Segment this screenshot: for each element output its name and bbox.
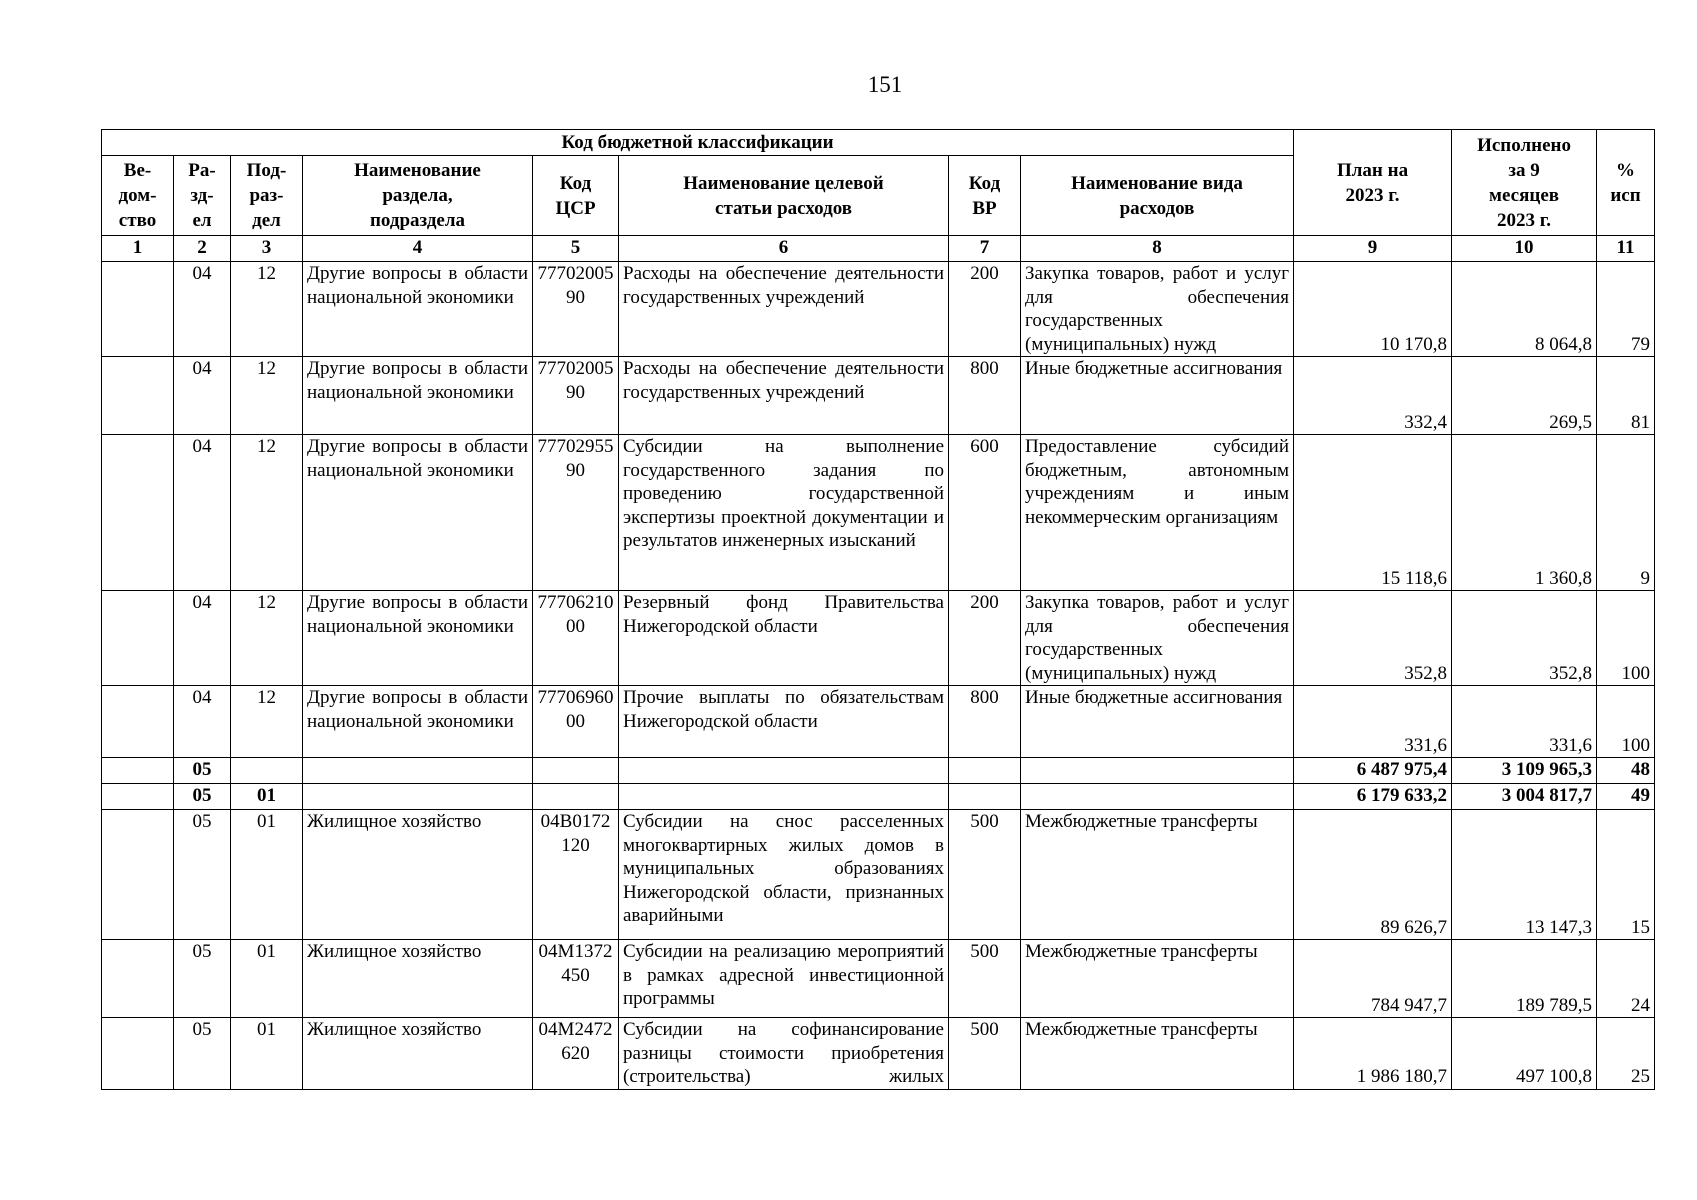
column-number: 11 bbox=[1597, 236, 1655, 262]
cell-ved bbox=[102, 1018, 174, 1090]
header-ispolneno: Исполнено за 9 месяцев 2023 г. bbox=[1452, 130, 1597, 236]
cell-naim-razdela: Жилищное хозяйство bbox=[303, 940, 533, 1018]
cell-naim-statyi: Прочие выплаты по обязательствам Нижегородской области bbox=[619, 686, 949, 758]
cell-kod-vr: 500 bbox=[949, 1018, 1021, 1090]
cell-kod-vr: 600 bbox=[949, 435, 1021, 591]
cell-naim-razdela: Другие вопросы в области национальной экономики bbox=[303, 262, 533, 357]
cell-pct: 100 bbox=[1597, 686, 1655, 758]
cell-plan: 331,6 bbox=[1294, 686, 1452, 758]
cell-kod-csr: 04М2472620 bbox=[533, 1018, 619, 1090]
header-vedomstvo: Ве- дом- ство bbox=[102, 156, 174, 236]
cell-naim-razdela: Другие вопросы в области национальной экономики bbox=[303, 686, 533, 758]
cell-naim-vida: Межбюджетные трансферты bbox=[1021, 940, 1294, 1018]
cell-pct: 79 bbox=[1597, 262, 1655, 357]
cell-podrazdel: 12 bbox=[231, 262, 303, 357]
table-row bbox=[102, 591, 1655, 686]
cell-kod-vr: 800 bbox=[949, 686, 1021, 758]
cell-plan: 6 487 975,4 bbox=[1294, 758, 1452, 784]
column-number: 1 bbox=[102, 236, 174, 262]
cell-podrazdel: 01 bbox=[231, 810, 303, 940]
cell-naim-vida: Межбюджетные трансферты bbox=[1021, 810, 1294, 940]
cell-razdel: 04 bbox=[174, 686, 231, 758]
column-number: 9 bbox=[1294, 236, 1452, 262]
header-group-title: Код бюджетной классификации bbox=[102, 130, 1294, 156]
subtotal-row-0501 bbox=[102, 784, 1655, 810]
cell-podrazdel: 12 bbox=[231, 435, 303, 591]
cell-naim-statyi: Субсидии на софинансирование разницы стоимости приобретения (строительства) жилых bbox=[619, 1018, 949, 1090]
table-row bbox=[102, 435, 1655, 591]
column-numbers-row bbox=[102, 236, 1655, 262]
cell-kod-vr: 200 bbox=[949, 591, 1021, 686]
page-number: 151 bbox=[867, 72, 903, 97]
cell-podrazdel: 01 bbox=[231, 940, 303, 1018]
cell-naim-statyi: Субсидии на снос расселенных многоквартирных жилых домов в муниципальных образованиях Нижегородской области, признанных аварийными bbox=[619, 810, 949, 940]
cell-ispolneno: 3 004 817,7 bbox=[1452, 784, 1597, 810]
cell-naim-statyi: Субсидии на выполнение государственного задания по проведению государственной экспертизы проектной документации и результатов инженерных изысканий bbox=[619, 435, 949, 591]
cell-plan: 89 626,7 bbox=[1294, 810, 1452, 940]
cell-pct: 48 bbox=[1597, 758, 1655, 784]
header-naim-vida: Наименование вида расходов bbox=[1021, 156, 1294, 236]
cell-plan: 15 118,6 bbox=[1294, 435, 1452, 591]
cell-razdel: 04 bbox=[174, 435, 231, 591]
cell-naim-vida: Закупка товаров, работ и услуг для обеспечения государственных (муниципальных) нужд bbox=[1021, 262, 1294, 357]
cell-kod-csr: 04В0172120 bbox=[533, 810, 619, 940]
header-podrazdel: Под- раз- дел bbox=[231, 156, 303, 236]
cell-razdel: 05 bbox=[174, 810, 231, 940]
header-kod-vr: Код ВР bbox=[949, 156, 1021, 236]
cell-naim-statyi: Резервный фонд Правительства Нижегородской области bbox=[619, 591, 949, 686]
cell-naim-vida: Межбюджетные трансферты bbox=[1021, 1018, 1294, 1090]
header-naim-statyi: Наименование целевой статьи расходов bbox=[619, 156, 949, 236]
column-number: 6 bbox=[619, 236, 949, 262]
cell-kod-csr: 7770200590 bbox=[533, 262, 619, 357]
cell-plan: 332,4 bbox=[1294, 357, 1452, 435]
cell-podrazdel: 01 bbox=[231, 1018, 303, 1090]
cell-razdel: 05 bbox=[174, 784, 231, 810]
cell-podrazdel: 12 bbox=[231, 357, 303, 435]
cell-ispolneno: 331,6 bbox=[1452, 686, 1597, 758]
column-number: 4 bbox=[303, 236, 533, 262]
cell-ved bbox=[102, 940, 174, 1018]
cell-naim-vida: Предоставление субсидий бюджетным, автономным учреждениям и иным некоммерческим организациям bbox=[1021, 435, 1294, 591]
table-row bbox=[102, 357, 1655, 435]
column-number: 10 bbox=[1452, 236, 1597, 262]
cell-plan: 6 179 633,2 bbox=[1294, 784, 1452, 810]
cell-kod-csr: 7770295590 bbox=[533, 435, 619, 591]
subtotal-row-05 bbox=[102, 758, 1655, 784]
cell-ved bbox=[102, 686, 174, 758]
cell-ispolneno: 13 147,3 bbox=[1452, 810, 1597, 940]
cell-plan: 784 947,7 bbox=[1294, 940, 1452, 1018]
header-pct: % исп bbox=[1597, 130, 1655, 236]
budget-table bbox=[101, 129, 1655, 1090]
table-row bbox=[102, 810, 1655, 940]
cell-pct: 9 bbox=[1597, 435, 1655, 591]
cell-pct: 15 bbox=[1597, 810, 1655, 940]
column-number: 7 bbox=[949, 236, 1021, 262]
cell-kod-csr: 7770621000 bbox=[533, 591, 619, 686]
cell-razdel: 05 bbox=[174, 1018, 231, 1090]
cell-naim-statyi: Расходы на обеспечение деятельности государственных учреждений bbox=[619, 262, 949, 357]
cell-kod-vr: 500 bbox=[949, 810, 1021, 940]
cell-naim-statyi: Расходы на обеспечение деятельности государственных учреждений bbox=[619, 357, 949, 435]
cell-razdel: 05 bbox=[174, 758, 231, 784]
cell-ved bbox=[102, 357, 174, 435]
cell-pct: 49 bbox=[1597, 784, 1655, 810]
table-row bbox=[102, 1018, 1655, 1090]
cell-naim-razdela: Другие вопросы в области национальной экономики bbox=[303, 435, 533, 591]
cell-ispolneno: 269,5 bbox=[1452, 357, 1597, 435]
column-number: 2 bbox=[174, 236, 231, 262]
header-naim-razdela: Наименование раздела, подраздела bbox=[303, 156, 533, 236]
header-razdel: Ра- зд- ел bbox=[174, 156, 231, 236]
cell-razdel: 04 bbox=[174, 591, 231, 686]
cell-kod-vr: 200 bbox=[949, 262, 1021, 357]
cell-podrazdel: 12 bbox=[231, 686, 303, 758]
table-row bbox=[102, 686, 1655, 758]
cell-plan: 10 170,8 bbox=[1294, 262, 1452, 357]
cell-kod-vr: 500 bbox=[949, 940, 1021, 1018]
cell-kod-csr: 7770696000 bbox=[533, 686, 619, 758]
cell-ispolneno: 352,8 bbox=[1452, 591, 1597, 686]
cell-podrazdel: 01 bbox=[231, 784, 303, 810]
cell-ved bbox=[102, 435, 174, 591]
column-number: 3 bbox=[231, 236, 303, 262]
cell-naim-vida: Иные бюджетные ассигнования bbox=[1021, 357, 1294, 435]
cell-pct: 100 bbox=[1597, 591, 1655, 686]
cell-plan: 352,8 bbox=[1294, 591, 1452, 686]
cell-kod-csr: 7770200590 bbox=[533, 357, 619, 435]
cell-ved bbox=[102, 810, 174, 940]
header-kod-csr: Код ЦСР bbox=[533, 156, 619, 236]
cell-razdel: 05 bbox=[174, 940, 231, 1018]
cell-razdel: 04 bbox=[174, 262, 231, 357]
cell-naim-razdela: Жилищное хозяйство bbox=[303, 1018, 533, 1090]
header-plan: План на 2023 г. bbox=[1294, 130, 1452, 236]
cell-kod-csr: 04М1372450 bbox=[533, 940, 619, 1018]
cell-naim-razdela: Жилищное хозяйство bbox=[303, 810, 533, 940]
cell-naim-vida: Иные бюджетные ассигнования bbox=[1021, 686, 1294, 758]
cell-podrazdel: 12 bbox=[231, 591, 303, 686]
table-row bbox=[102, 940, 1655, 1018]
cell-pct: 24 bbox=[1597, 940, 1655, 1018]
cell-ispolneno: 497 100,8 bbox=[1452, 1018, 1597, 1090]
column-number: 8 bbox=[1021, 236, 1294, 262]
cell-razdel: 04 bbox=[174, 357, 231, 435]
cell-pct: 25 bbox=[1597, 1018, 1655, 1090]
cell-plan: 1 986 180,7 bbox=[1294, 1018, 1452, 1090]
cell-pct: 81 bbox=[1597, 357, 1655, 435]
cell-naim-razdela: Другие вопросы в области национальной экономики bbox=[303, 591, 533, 686]
cell-ispolneno: 8 064,8 bbox=[1452, 262, 1597, 357]
cell-ispolneno: 1 360,8 bbox=[1452, 435, 1597, 591]
cell-naim-razdela: Другие вопросы в области национальной экономики bbox=[303, 357, 533, 435]
cell-naim-statyi: Субсидии на реализацию мероприятий в рамках адресной инвестиционной программы bbox=[619, 940, 949, 1018]
column-number: 5 bbox=[533, 236, 619, 262]
cell-ved bbox=[102, 262, 174, 357]
table-row bbox=[102, 262, 1655, 357]
cell-ispolneno: 189 789,5 bbox=[1452, 940, 1597, 1018]
cell-ved bbox=[102, 591, 174, 686]
cell-kod-vr: 800 bbox=[949, 357, 1021, 435]
cell-ispolneno: 3 109 965,3 bbox=[1452, 758, 1597, 784]
cell-naim-vida: Закупка товаров, работ и услуг для обеспечения государственных (муниципальных) нужд bbox=[1021, 591, 1294, 686]
